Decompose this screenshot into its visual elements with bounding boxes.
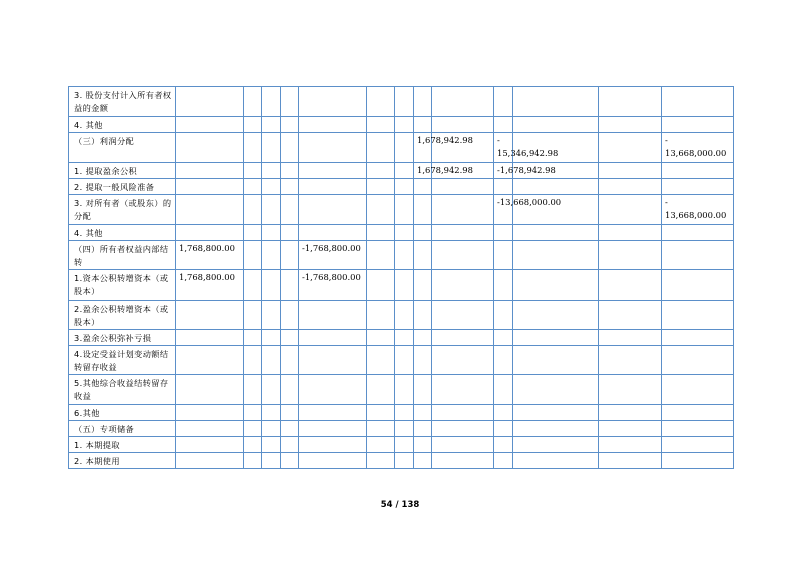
empty-cell bbox=[281, 346, 299, 375]
empty-cell bbox=[494, 453, 513, 469]
empty-cell bbox=[432, 225, 494, 241]
table-row bbox=[69, 133, 734, 163]
empty-cell bbox=[244, 241, 262, 270]
empty-cell bbox=[513, 375, 599, 405]
empty-cell bbox=[367, 225, 395, 241]
empty-cell bbox=[494, 346, 513, 375]
row-label: 4. 其他 bbox=[69, 225, 176, 241]
empty-cell bbox=[281, 225, 299, 241]
empty-cell bbox=[176, 346, 244, 375]
empty-cell bbox=[414, 437, 432, 453]
empty-cell bbox=[432, 179, 494, 195]
empty-cell bbox=[299, 421, 367, 437]
empty-cell bbox=[662, 163, 734, 179]
empty-cell bbox=[262, 330, 281, 346]
empty-cell bbox=[414, 421, 432, 437]
empty-cell bbox=[494, 330, 513, 346]
empty-cell bbox=[395, 453, 414, 469]
empty-cell bbox=[662, 437, 734, 453]
value-cell: -1,768,800.00 bbox=[299, 241, 367, 270]
value-cell: -13,668,000.00 bbox=[494, 195, 513, 225]
empty-cell bbox=[244, 421, 262, 437]
empty-cell bbox=[262, 375, 281, 405]
empty-cell bbox=[414, 453, 432, 469]
empty-cell bbox=[262, 346, 281, 375]
value-cell: - 13,668,000.00 bbox=[662, 133, 734, 163]
empty-cell bbox=[299, 87, 367, 117]
empty-cell bbox=[494, 437, 513, 453]
table-row bbox=[69, 437, 734, 453]
empty-cell bbox=[414, 225, 432, 241]
empty-cell bbox=[176, 437, 244, 453]
empty-cell bbox=[262, 241, 281, 270]
empty-cell bbox=[281, 270, 299, 301]
empty-cell bbox=[244, 346, 262, 375]
empty-cell bbox=[494, 270, 513, 301]
empty-cell bbox=[432, 375, 494, 405]
empty-cell bbox=[244, 375, 262, 405]
empty-cell bbox=[281, 421, 299, 437]
empty-cell bbox=[662, 301, 734, 330]
empty-cell bbox=[367, 163, 395, 179]
empty-cell bbox=[281, 195, 299, 225]
empty-cell bbox=[281, 330, 299, 346]
empty-cell bbox=[414, 301, 432, 330]
empty-cell bbox=[513, 241, 599, 270]
row-label: 2.盈余公积转增资本（或股本） bbox=[69, 301, 176, 330]
empty-cell bbox=[494, 301, 513, 330]
empty-cell bbox=[662, 225, 734, 241]
empty-cell bbox=[367, 87, 395, 117]
empty-cell bbox=[367, 241, 395, 270]
row-label: 3. 对所有者（或股东）的分配 bbox=[69, 195, 176, 225]
empty-cell bbox=[299, 133, 367, 163]
empty-cell bbox=[244, 330, 262, 346]
empty-cell bbox=[244, 453, 262, 469]
empty-cell bbox=[395, 163, 414, 179]
table-body bbox=[69, 87, 734, 469]
empty-cell bbox=[599, 453, 662, 469]
row-label: 6.其他 bbox=[69, 405, 176, 421]
empty-cell bbox=[244, 437, 262, 453]
empty-cell bbox=[414, 375, 432, 405]
empty-cell bbox=[599, 375, 662, 405]
empty-cell bbox=[176, 453, 244, 469]
empty-cell bbox=[432, 241, 494, 270]
empty-cell bbox=[432, 421, 494, 437]
empty-cell bbox=[599, 437, 662, 453]
empty-cell bbox=[432, 195, 494, 225]
row-label: （五）专项储备 bbox=[69, 421, 176, 437]
empty-cell bbox=[432, 437, 494, 453]
empty-cell bbox=[395, 225, 414, 241]
empty-cell bbox=[367, 437, 395, 453]
empty-cell bbox=[513, 117, 599, 133]
empty-cell bbox=[281, 87, 299, 117]
empty-cell bbox=[367, 270, 395, 301]
empty-cell bbox=[244, 179, 262, 195]
empty-cell bbox=[299, 301, 367, 330]
empty-cell bbox=[513, 330, 599, 346]
empty-cell bbox=[281, 301, 299, 330]
empty-cell bbox=[599, 330, 662, 346]
empty-cell bbox=[494, 375, 513, 405]
empty-cell bbox=[176, 179, 244, 195]
empty-cell bbox=[244, 87, 262, 117]
empty-cell bbox=[176, 87, 244, 117]
table-row bbox=[69, 301, 734, 330]
empty-cell bbox=[262, 87, 281, 117]
empty-cell bbox=[662, 421, 734, 437]
empty-cell bbox=[494, 421, 513, 437]
empty-cell bbox=[513, 270, 599, 301]
empty-cell bbox=[281, 133, 299, 163]
table-row bbox=[69, 270, 734, 301]
empty-cell bbox=[367, 179, 395, 195]
empty-cell bbox=[262, 405, 281, 421]
empty-cell bbox=[395, 405, 414, 421]
empty-cell bbox=[281, 405, 299, 421]
empty-cell bbox=[244, 117, 262, 133]
empty-cell bbox=[599, 163, 662, 179]
empty-cell bbox=[281, 163, 299, 179]
empty-cell bbox=[432, 270, 494, 301]
empty-cell bbox=[494, 117, 513, 133]
table-row bbox=[69, 421, 734, 437]
empty-cell bbox=[395, 270, 414, 301]
empty-cell bbox=[432, 330, 494, 346]
row-label: 2. 提取一般风险准备 bbox=[69, 179, 176, 195]
empty-cell bbox=[244, 225, 262, 241]
table-row bbox=[69, 117, 734, 133]
empty-cell bbox=[281, 375, 299, 405]
empty-cell bbox=[176, 225, 244, 241]
table-row bbox=[69, 375, 734, 405]
value-cell: -1,768,800.00 bbox=[299, 270, 367, 301]
empty-cell bbox=[513, 453, 599, 469]
empty-cell bbox=[494, 87, 513, 117]
empty-cell bbox=[262, 301, 281, 330]
row-label: 2. 本期使用 bbox=[69, 453, 176, 469]
empty-cell bbox=[599, 241, 662, 270]
page-indicator: 54 / 138 bbox=[380, 500, 420, 510]
empty-cell bbox=[244, 163, 262, 179]
empty-cell bbox=[513, 179, 599, 195]
empty-cell bbox=[599, 133, 662, 163]
empty-cell bbox=[176, 375, 244, 405]
empty-cell bbox=[494, 405, 513, 421]
empty-cell bbox=[662, 270, 734, 301]
empty-cell bbox=[494, 241, 513, 270]
row-label: 1.资本公积转增资本（或股本） bbox=[69, 270, 176, 301]
empty-cell bbox=[513, 421, 599, 437]
empty-cell bbox=[395, 241, 414, 270]
empty-cell bbox=[395, 375, 414, 405]
empty-cell bbox=[244, 133, 262, 163]
table-row bbox=[69, 330, 734, 346]
empty-cell bbox=[262, 179, 281, 195]
empty-cell bbox=[662, 117, 734, 133]
empty-cell bbox=[432, 117, 494, 133]
empty-cell bbox=[176, 117, 244, 133]
empty-cell bbox=[599, 117, 662, 133]
empty-cell bbox=[414, 195, 432, 225]
empty-cell bbox=[662, 405, 734, 421]
empty-cell bbox=[299, 330, 367, 346]
empty-cell bbox=[262, 437, 281, 453]
empty-cell bbox=[367, 117, 395, 133]
empty-cell bbox=[367, 421, 395, 437]
empty-cell bbox=[299, 437, 367, 453]
empty-cell bbox=[494, 225, 513, 241]
empty-cell bbox=[414, 87, 432, 117]
row-label: 4. 其他 bbox=[69, 117, 176, 133]
empty-cell bbox=[299, 225, 367, 241]
empty-cell bbox=[662, 179, 734, 195]
empty-cell bbox=[662, 346, 734, 375]
empty-cell bbox=[599, 270, 662, 301]
empty-cell bbox=[176, 405, 244, 421]
empty-cell bbox=[367, 405, 395, 421]
empty-cell bbox=[599, 179, 662, 195]
empty-cell bbox=[262, 453, 281, 469]
empty-cell bbox=[599, 225, 662, 241]
empty-cell bbox=[281, 179, 299, 195]
empty-cell bbox=[513, 225, 599, 241]
empty-cell bbox=[262, 163, 281, 179]
empty-cell bbox=[244, 270, 262, 301]
empty-cell bbox=[395, 195, 414, 225]
empty-cell bbox=[513, 405, 599, 421]
empty-cell bbox=[599, 87, 662, 117]
empty-cell bbox=[299, 346, 367, 375]
empty-cell bbox=[599, 346, 662, 375]
empty-cell bbox=[262, 117, 281, 133]
empty-cell bbox=[414, 405, 432, 421]
empty-cell bbox=[395, 301, 414, 330]
empty-cell bbox=[299, 405, 367, 421]
empty-cell bbox=[432, 453, 494, 469]
empty-cell bbox=[176, 421, 244, 437]
value-cell: - 15,346,942.98 bbox=[494, 133, 513, 163]
empty-cell bbox=[662, 453, 734, 469]
empty-cell bbox=[395, 87, 414, 117]
table-row bbox=[69, 405, 734, 421]
empty-cell bbox=[395, 133, 414, 163]
empty-cell bbox=[367, 453, 395, 469]
empty-cell bbox=[262, 195, 281, 225]
empty-cell bbox=[367, 330, 395, 346]
empty-cell bbox=[432, 346, 494, 375]
empty-cell bbox=[662, 241, 734, 270]
value-cell: 1,768,800.00 bbox=[176, 270, 244, 301]
empty-cell bbox=[599, 301, 662, 330]
equity-changes-table bbox=[68, 86, 734, 469]
row-label: 3.盈余公积弥补亏损 bbox=[69, 330, 176, 346]
empty-cell bbox=[599, 405, 662, 421]
empty-cell bbox=[662, 330, 734, 346]
row-label: 4.设定受益计划变动额结转留存收益 bbox=[69, 346, 176, 375]
value-cell: 1,678,942.98 bbox=[414, 133, 432, 163]
empty-cell bbox=[662, 87, 734, 117]
value-cell: 1,768,800.00 bbox=[176, 241, 244, 270]
empty-cell bbox=[176, 330, 244, 346]
empty-cell bbox=[432, 405, 494, 421]
row-label: 1. 本期提取 bbox=[69, 437, 176, 453]
table-row bbox=[69, 163, 734, 179]
table-row bbox=[69, 87, 734, 117]
empty-cell bbox=[244, 301, 262, 330]
row-label: （三）利润分配 bbox=[69, 133, 176, 163]
empty-cell bbox=[176, 301, 244, 330]
empty-cell bbox=[176, 163, 244, 179]
table-row bbox=[69, 241, 734, 270]
empty-cell bbox=[395, 437, 414, 453]
empty-cell bbox=[244, 405, 262, 421]
empty-cell bbox=[513, 87, 599, 117]
row-label: 5.其他综合收益结转留存收益 bbox=[69, 375, 176, 405]
row-label: （四）所有者权益内部结转 bbox=[69, 241, 176, 270]
empty-cell bbox=[262, 270, 281, 301]
value-cell: - 13,668,000.00 bbox=[662, 195, 734, 225]
empty-cell bbox=[599, 195, 662, 225]
empty-cell bbox=[414, 117, 432, 133]
empty-cell bbox=[262, 225, 281, 241]
empty-cell bbox=[414, 179, 432, 195]
empty-cell bbox=[395, 179, 414, 195]
empty-cell bbox=[414, 346, 432, 375]
empty-cell bbox=[367, 195, 395, 225]
empty-cell bbox=[432, 301, 494, 330]
empty-cell bbox=[395, 346, 414, 375]
empty-cell bbox=[262, 421, 281, 437]
empty-cell bbox=[299, 117, 367, 133]
empty-cell bbox=[414, 241, 432, 270]
empty-cell bbox=[281, 241, 299, 270]
empty-cell bbox=[367, 133, 395, 163]
row-label: 3. 股份支付计入所有者权益的金额 bbox=[69, 87, 176, 117]
empty-cell bbox=[299, 453, 367, 469]
empty-cell bbox=[299, 179, 367, 195]
empty-cell bbox=[395, 330, 414, 346]
empty-cell bbox=[262, 133, 281, 163]
empty-cell bbox=[513, 437, 599, 453]
table-row bbox=[69, 225, 734, 241]
empty-cell bbox=[395, 117, 414, 133]
table-row bbox=[69, 179, 734, 195]
table-row bbox=[69, 195, 734, 225]
empty-cell bbox=[299, 375, 367, 405]
empty-cell bbox=[599, 421, 662, 437]
empty-cell bbox=[281, 437, 299, 453]
empty-cell bbox=[299, 163, 367, 179]
table-row bbox=[69, 453, 734, 469]
value-cell: 1,678,942.98 bbox=[414, 163, 432, 179]
empty-cell bbox=[299, 195, 367, 225]
empty-cell bbox=[513, 301, 599, 330]
empty-cell bbox=[494, 179, 513, 195]
empty-cell bbox=[244, 195, 262, 225]
empty-cell bbox=[414, 330, 432, 346]
table-row bbox=[69, 346, 734, 375]
value-cell: -1,678,942.98 bbox=[494, 163, 513, 179]
empty-cell bbox=[176, 195, 244, 225]
empty-cell bbox=[176, 133, 244, 163]
row-label: 1. 提取盈余公积 bbox=[69, 163, 176, 179]
empty-cell bbox=[513, 346, 599, 375]
empty-cell bbox=[281, 117, 299, 133]
empty-cell bbox=[662, 375, 734, 405]
empty-cell bbox=[432, 87, 494, 117]
empty-cell bbox=[281, 453, 299, 469]
empty-cell bbox=[367, 346, 395, 375]
empty-cell bbox=[367, 375, 395, 405]
empty-cell bbox=[367, 301, 395, 330]
empty-cell bbox=[395, 421, 414, 437]
empty-cell bbox=[414, 270, 432, 301]
